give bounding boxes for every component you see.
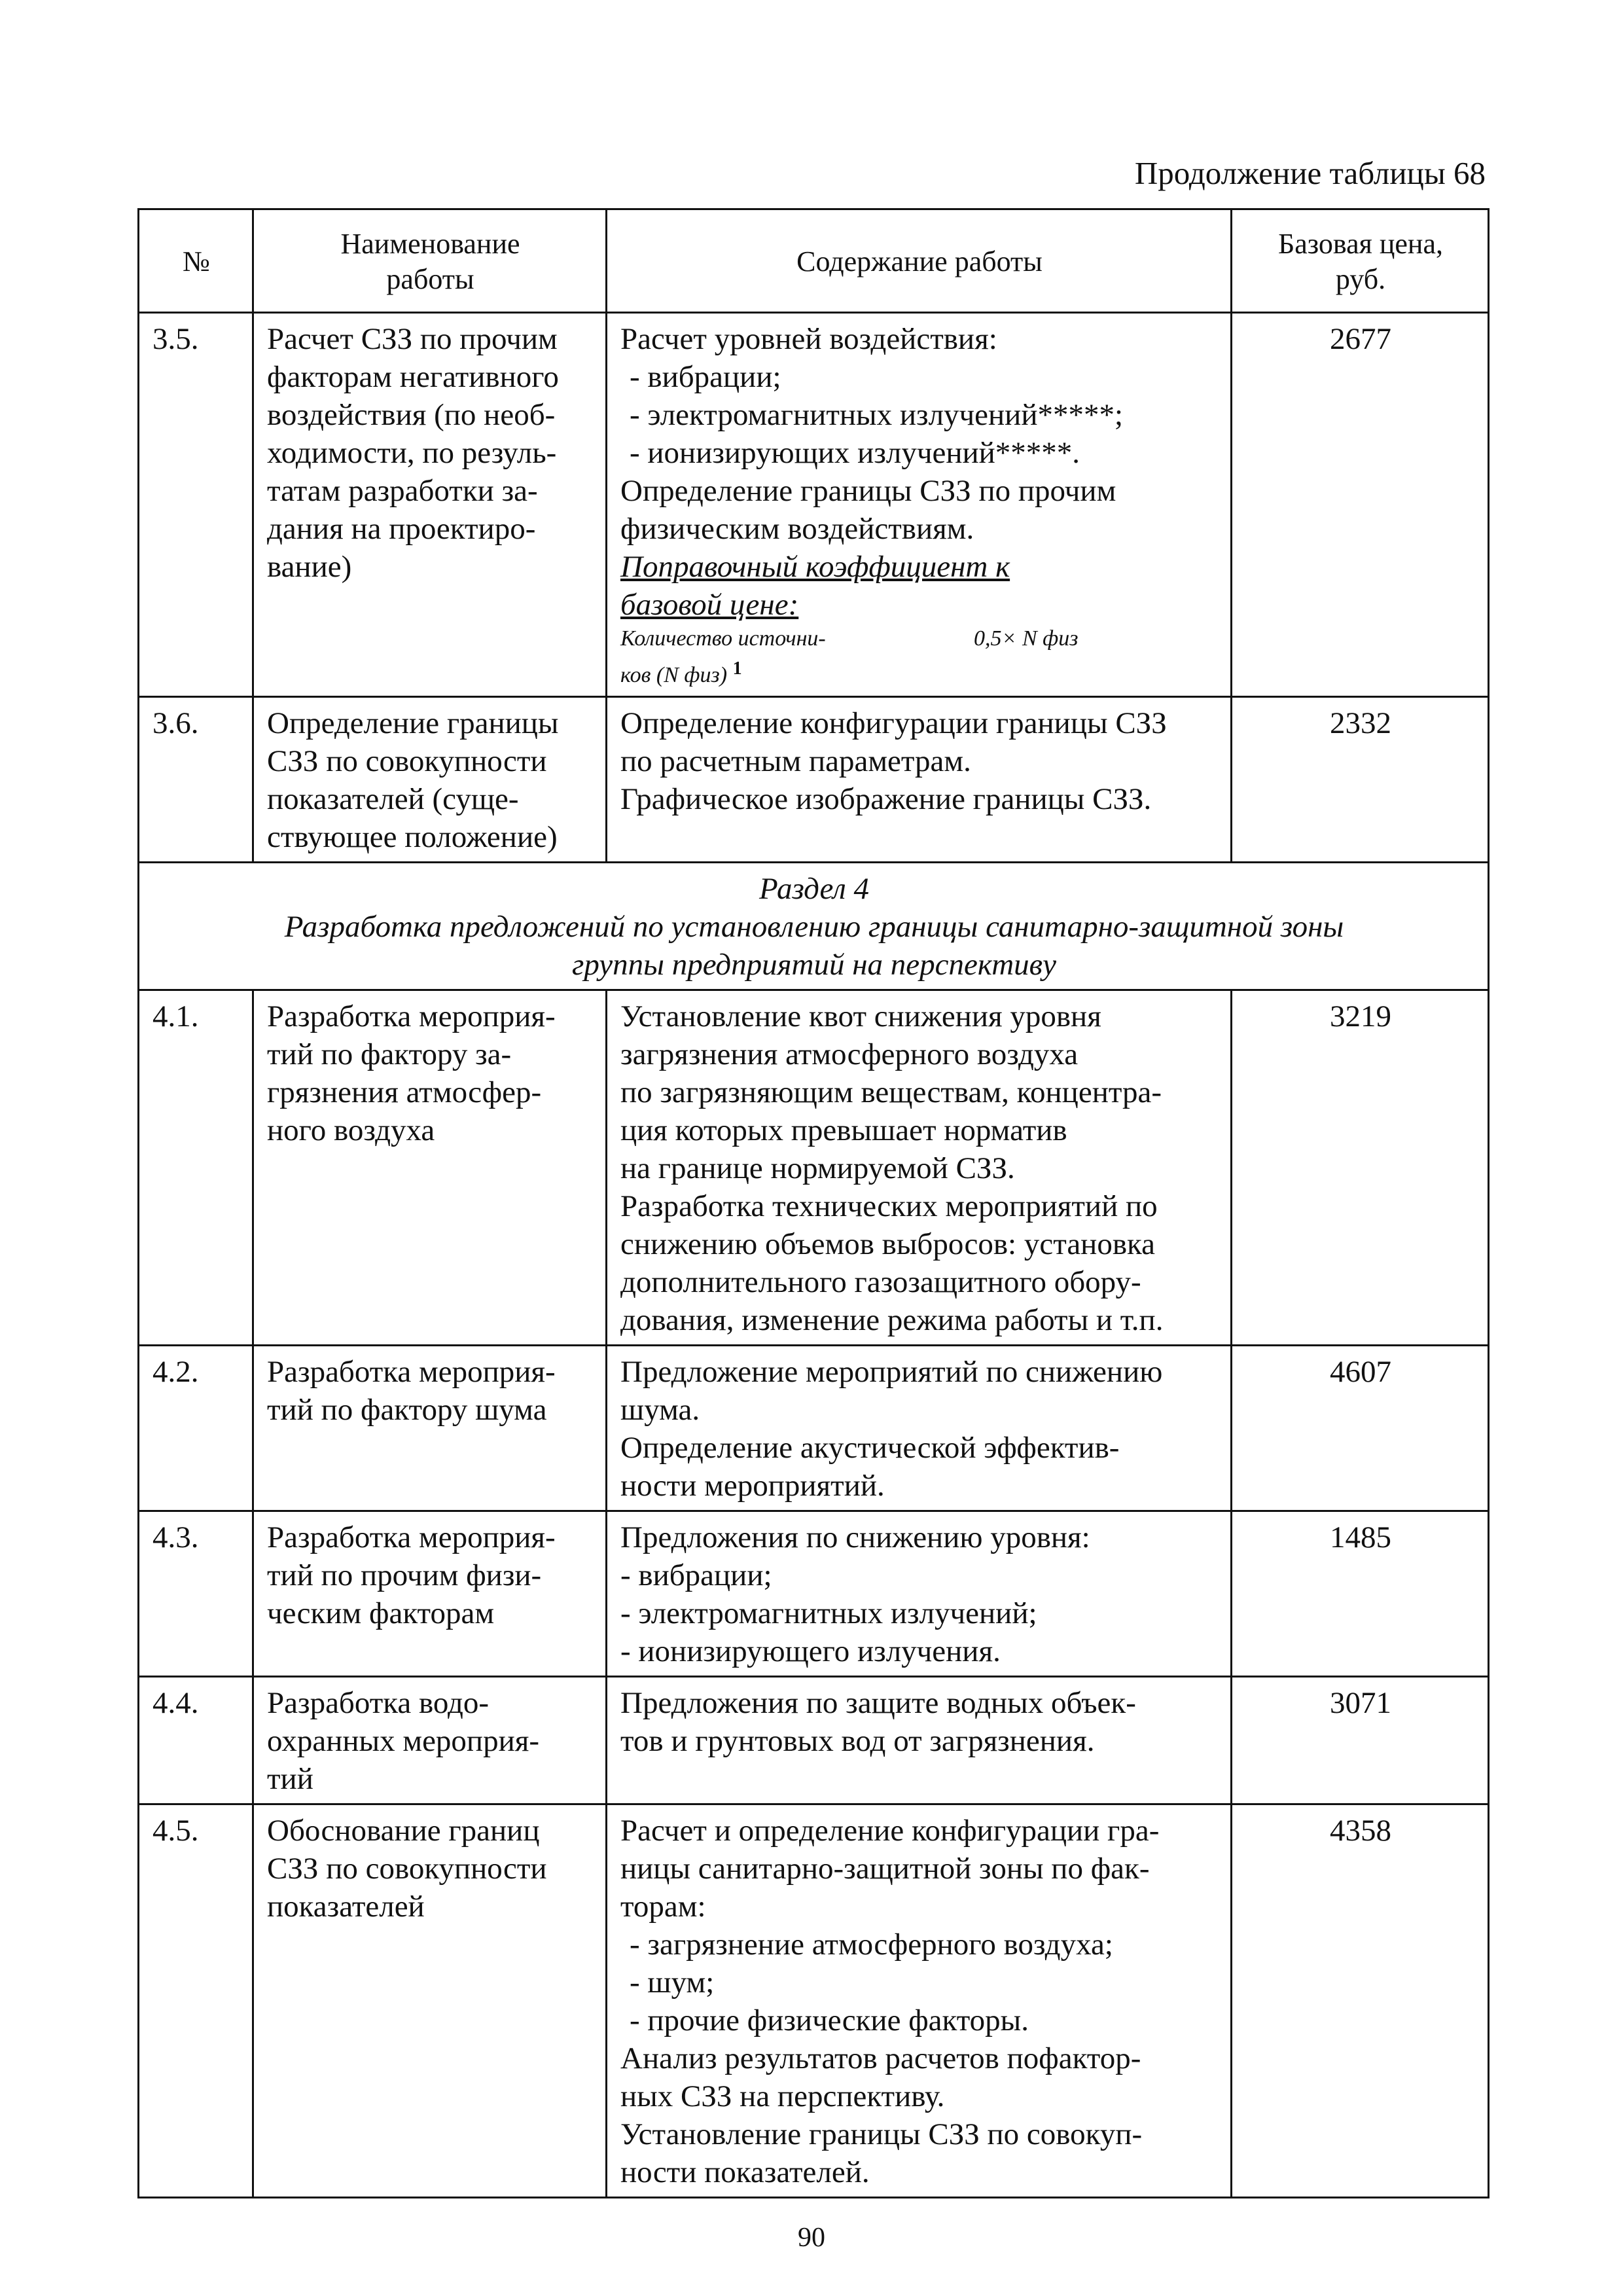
row-name	[253, 1804, 607, 2198]
row-number: 3.5.	[139, 313, 253, 697]
row-content-line: ницы санитарно-защитной зоны по фак-	[620, 1852, 1150, 1886]
table-row	[139, 697, 1489, 863]
row-content-line: тов и грунтовых вод от загрязнения.	[620, 1724, 1095, 1758]
row-content-line: ция которых превышает норматив	[620, 1113, 1067, 1147]
row-number: 4.5.	[139, 1804, 253, 2198]
row-name-line: ходимости, по резуль-	[267, 436, 557, 470]
row-name-line: тий	[267, 1762, 313, 1796]
row-content-line: Расчет уровней воздействия:	[620, 322, 997, 356]
table-body-after	[139, 990, 1489, 2198]
table-row	[139, 1346, 1489, 1511]
row-number: 4.1.	[139, 990, 253, 1346]
row-name-line: Разработка мероприя-	[267, 1520, 556, 1554]
row-content-line: - электромагнитных излучений*****;	[630, 398, 1124, 432]
column-header-price-line: Базовая цена,	[1277, 227, 1444, 260]
row-name-line: СЗЗ по совокупности	[267, 744, 547, 778]
row-content-line: шума.	[620, 1393, 700, 1427]
row-name-line: показателей (суще-	[267, 782, 519, 816]
section-title: Раздел 4	[759, 872, 869, 906]
row-name-line: Расчет СЗЗ по прочим	[267, 322, 558, 356]
table-row	[139, 1804, 1489, 2198]
row-content-line: ности показателей.	[620, 2155, 870, 2189]
row-number: 4.2.	[139, 1346, 253, 1511]
row-name	[253, 1511, 607, 1677]
row-content-line: Предложения по снижению уровня:	[620, 1520, 1090, 1554]
row-name-line: тий по фактору за-	[267, 1037, 512, 1071]
row-name-line: вание)	[267, 550, 352, 584]
column-header-name-line: Наименование	[340, 227, 520, 260]
correction-coefficient-row	[620, 624, 1219, 654]
correction-coefficient-title: Поправочный коэффициент к	[620, 550, 1010, 584]
coefficient-label: ков (N физ)	[620, 663, 728, 687]
row-content-line: дополнительного газозащитного обору-	[620, 1265, 1141, 1299]
row-content-line: Определение границы СЗЗ по прочим	[620, 474, 1116, 508]
row-name	[253, 313, 607, 697]
row-name-line: Разработка водо-	[267, 1686, 490, 1720]
row-content-line: - ионизирующих излучений*****.	[630, 436, 1080, 470]
row-content-line: Установление границы СЗЗ по совокуп-	[620, 2117, 1143, 2151]
row-name-line: ного воздуха	[267, 1113, 435, 1147]
row-content-line: Графическое изображение границы СЗЗ.	[620, 782, 1152, 816]
row-content-line: - прочие физические факторы.	[630, 2003, 1029, 2037]
row-price: 2677	[1232, 313, 1489, 697]
page-number: 90	[798, 2223, 825, 2253]
row-name-line: грязнения атмосфер-	[267, 1075, 542, 1109]
row-name	[253, 1346, 607, 1511]
table-continuation-label: Продолжение таблицы 68	[1134, 155, 1486, 191]
row-content	[607, 313, 1232, 697]
row-number: 3.6.	[139, 697, 253, 863]
row-content-line: на границе нормируемой СЗЗ.	[620, 1151, 1015, 1185]
row-content-line: - вибрации;	[620, 1558, 772, 1592]
row-name-line: тий по прочим физи-	[267, 1558, 542, 1592]
section-subtitle: Разработка предложений по установлению границы санитарно-защитной зоны	[284, 910, 1344, 944]
row-content-line: - загрязнение атмосферного воздуха;	[630, 1928, 1113, 1962]
row-content-line: Разработка технических мероприятий по	[620, 1189, 1158, 1223]
row-name-line: Определение границы	[267, 706, 559, 740]
row-name-line: ствующее положение)	[267, 820, 558, 854]
correction-coefficient-row	[620, 654, 1219, 691]
row-content	[607, 697, 1232, 863]
table-header-row	[139, 209, 1489, 313]
row-content-line: ных СЗЗ на перспективу.	[620, 2079, 945, 2113]
coefficient-value: 0,5× N физ	[974, 626, 1079, 651]
row-content-line: Установление квот снижения уровня	[620, 999, 1101, 1033]
row-name-line: показателей	[267, 1890, 425, 1924]
row-content	[607, 1677, 1232, 1804]
row-price: 2332	[1232, 697, 1489, 863]
row-content-line: физическим воздействиям.	[620, 512, 974, 546]
section-subtitle: группы предприятий на перспективу	[572, 948, 1056, 982]
column-header-content: Содержание работы	[607, 209, 1232, 313]
row-content-line: Предложения по защите водных объек-	[620, 1686, 1136, 1720]
row-name-line: тий по фактору шума	[267, 1393, 547, 1427]
coefficient-label: Количество источни-	[620, 626, 826, 651]
row-name	[253, 990, 607, 1346]
row-name	[253, 697, 607, 863]
row-name-line: Разработка мероприя-	[267, 1355, 556, 1389]
row-price: 3219	[1232, 990, 1489, 1346]
row-name-line: Разработка мероприя-	[267, 999, 556, 1033]
row-content-line: ности мероприятий.	[620, 1469, 885, 1503]
row-content-line: торам:	[620, 1890, 706, 1924]
row-content	[607, 1511, 1232, 1677]
section-header	[139, 863, 1489, 990]
row-price: 3071	[1232, 1677, 1489, 1804]
column-header-price	[1232, 209, 1489, 313]
coefficient-superscript: 1	[732, 658, 742, 679]
row-name-line: СЗЗ по совокупности	[267, 1852, 547, 1886]
row-content-line: Расчет и определение конфигурации гра-	[620, 1814, 1160, 1848]
row-content-line: снижению объемов выбросов: установка	[620, 1227, 1156, 1261]
row-content-line: - электромагнитных излучений;	[620, 1596, 1037, 1630]
column-header-name-line: работы	[386, 262, 474, 295]
row-content-line: Анализ результатов расчетов пофактор-	[620, 2041, 1141, 2075]
row-name-line: ческим факторам	[267, 1596, 495, 1630]
table-row	[139, 313, 1489, 697]
row-price: 4358	[1232, 1804, 1489, 2198]
correction-coefficient-title: базовой цене:	[620, 588, 799, 622]
row-content-line: загрязнения атмосферного воздуха	[620, 1037, 1079, 1071]
row-number: 4.4.	[139, 1677, 253, 1804]
table-body-before	[139, 313, 1489, 990]
row-content-line: по расчетным параметрам.	[620, 744, 971, 778]
row-name-line: дания на проектиро-	[267, 512, 536, 546]
table-row	[139, 1511, 1489, 1677]
table-row	[139, 990, 1489, 1346]
row-content-line: Определение акустической эффектив-	[620, 1431, 1120, 1465]
row-number: 4.3.	[139, 1511, 253, 1677]
table-row	[139, 1677, 1489, 1804]
row-content	[607, 990, 1232, 1346]
row-content-line: - ионизирующего излучения.	[620, 1634, 1001, 1668]
section-row	[139, 863, 1489, 990]
row-name-line: Обоснование границ	[267, 1814, 540, 1848]
row-price: 1485	[1232, 1511, 1489, 1677]
row-content-line: по загрязняющим веществам, концентра-	[620, 1075, 1162, 1109]
row-name	[253, 1677, 607, 1804]
row-name-line: охранных мероприя-	[267, 1724, 540, 1758]
price-table	[137, 208, 1489, 2198]
row-content	[607, 1804, 1232, 2198]
row-content-line: Предложение мероприятий по снижению	[620, 1355, 1163, 1389]
column-header-price-line: руб.	[1335, 262, 1386, 295]
row-name-line: воздействия (по необ-	[267, 398, 556, 432]
column-header-number: №	[139, 209, 253, 313]
row-name-line: факторам негативного	[267, 360, 559, 394]
row-content-line: - вибрации;	[630, 360, 781, 394]
row-content-line: - шум;	[630, 1965, 715, 2000]
row-price: 4607	[1232, 1346, 1489, 1511]
row-name-line: татам разработки за-	[267, 474, 538, 508]
row-content-line: дования, изменение режима работы и т.п.	[620, 1303, 1164, 1337]
column-header-name	[253, 209, 607, 313]
row-content-line: Определение конфигурации границы СЗЗ	[620, 706, 1167, 740]
row-content	[607, 1346, 1232, 1511]
